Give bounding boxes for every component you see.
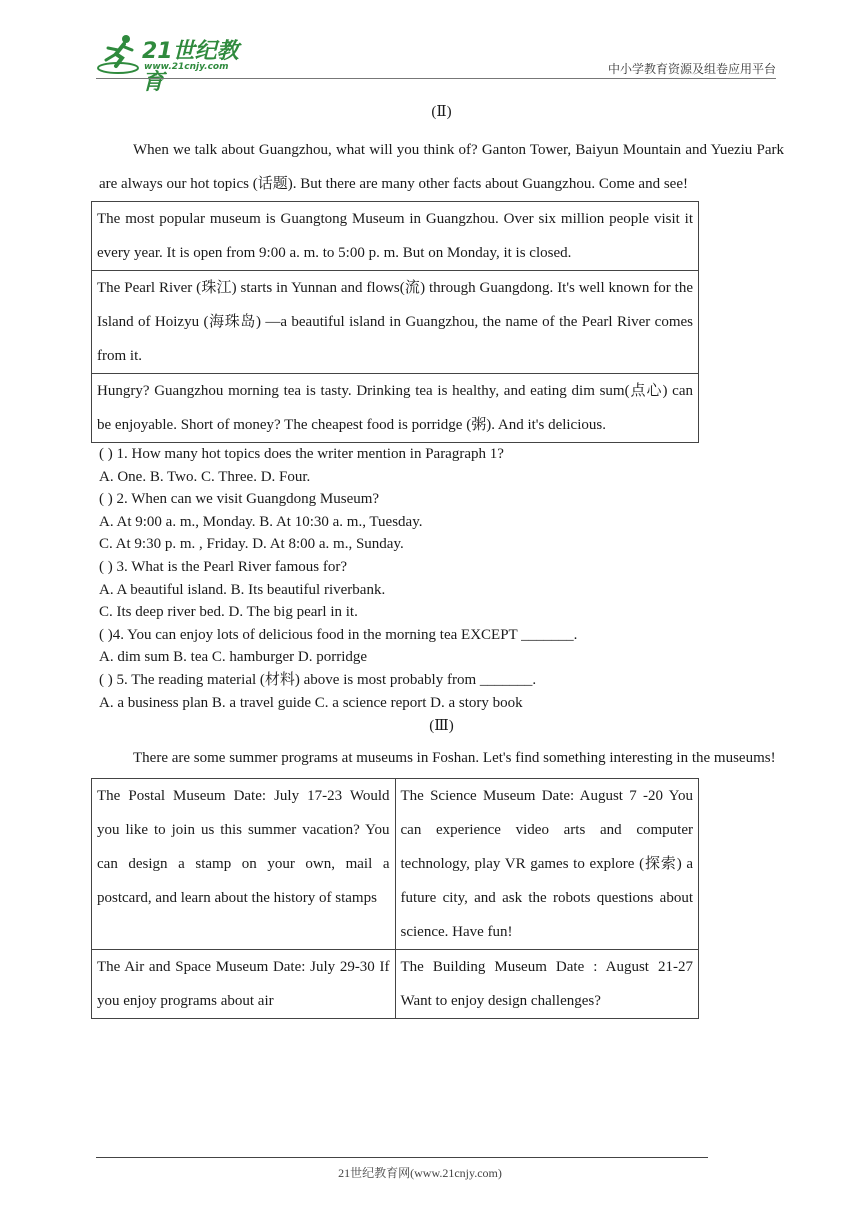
question-3: ( ) 3. What is the Pearl River famous for? <box>99 558 347 575</box>
science-museum-cell: The Science Museum Date: August 7 -20 You can experience video arts and computer technology, play VR games to explore (探索) a future city, and ask the robots questions about science. Have fun! <box>395 778 699 949</box>
fact-morning-tea: Hungry? Guangzhou morning tea is tasty. Drinking tea is healthy, and eating dim sum(点心) can be enjoyable. Short of money? The cheapest food is porridge (粥). And it's delicious. <box>92 374 699 443</box>
options-3b: C. Its deep river bed. D. The big pearl in it. <box>99 604 358 621</box>
logo-sub-text: www.21cnjy.com <box>144 62 229 72</box>
options-4: A. dim sum B. tea C. hamburger D. porridge <box>99 649 368 666</box>
question-5: ( ) 5. The reading material (材料) above is most probably from _______. <box>99 671 537 688</box>
options-2a: A. At 9:00 a. m., Monday. B. At 10:30 a. m., Tuesday. <box>99 513 423 530</box>
fact-museum: The most popular museum is Guangtong Museum in Guangzhou. Over six million people visit it every year. It is open from 9:00 a. m. to 5:00 p. m. But on Monday, it is closed. <box>92 202 699 271</box>
section-2-title: (Ⅱ) <box>431 104 452 120</box>
runner-logo-icon <box>96 32 144 76</box>
platform-title: 中小学教育资源及组卷应用平台 <box>607 62 776 76</box>
question-list <box>99 443 784 714</box>
logo-main-text: 21世纪教育 <box>142 39 239 95</box>
options-3a: A. A beautiful island. B. Its beautiful riverbank. <box>99 581 386 598</box>
section-2-intro: When we talk about Guangzhou, what will you think of? Ganton Tower, Baiyun Mountain and Yueziu Park are always our hot topics (话题). But there are many other facts about Guangzhou. Come and see! <box>99 142 784 192</box>
section-3-intro: There are some summer programs at museums in Foshan. Let's find something interesting in the museums! <box>133 750 776 767</box>
postal-museum-cell: The Postal Museum Date: July 17-23 Would you like to join us this summer vacation? You can design a stamp on your own, mail a postcard, and learn about the history of stamps <box>92 778 396 949</box>
question-2: ( ) 2. When can we visit Guangdong Museum? <box>99 491 380 508</box>
footer-divider <box>96 1157 708 1158</box>
options-1: A. One. B. Two. C. Three. D. Four. <box>99 468 311 485</box>
section-3-title: (Ⅲ) <box>429 718 454 735</box>
header-divider <box>96 78 776 79</box>
question-1: ( ) 1. How many hot topics does the writer mention in Paragraph 1? <box>99 446 504 462</box>
site-logo <box>96 30 256 95</box>
document-body <box>99 100 784 1019</box>
air-space-museum-cell: The Air and Space Museum Date: July 29-30 If you enjoy programs about air <box>92 949 396 1018</box>
footer-text: 21世纪教育网(www.21cnjy.com) <box>338 1166 502 1180</box>
options-5: A. a business plan B. a travel guide C. a science report D. a story book <box>99 694 523 711</box>
facts-table <box>91 201 699 443</box>
options-2b: C. At 9:30 p. m. , Friday. D. At 8:00 a. m., Sunday. <box>99 536 404 553</box>
building-museum-cell: The Building Museum Date : August 21-27 Want to enjoy design challenges? <box>395 949 699 1018</box>
fact-pearl-river: The Pearl River (珠江) starts in Yunnan and flows(流) through Guangdong. It's well known for the Island of Hoizyu (海珠岛) —a beautiful island in Guangzhou, the name of the Pearl River comes from it. <box>92 271 699 374</box>
question-4: ( )4. You can enjoy lots of delicious food in the morning tea EXCEPT _______. <box>99 626 578 643</box>
museum-programs-table <box>91 778 699 1019</box>
